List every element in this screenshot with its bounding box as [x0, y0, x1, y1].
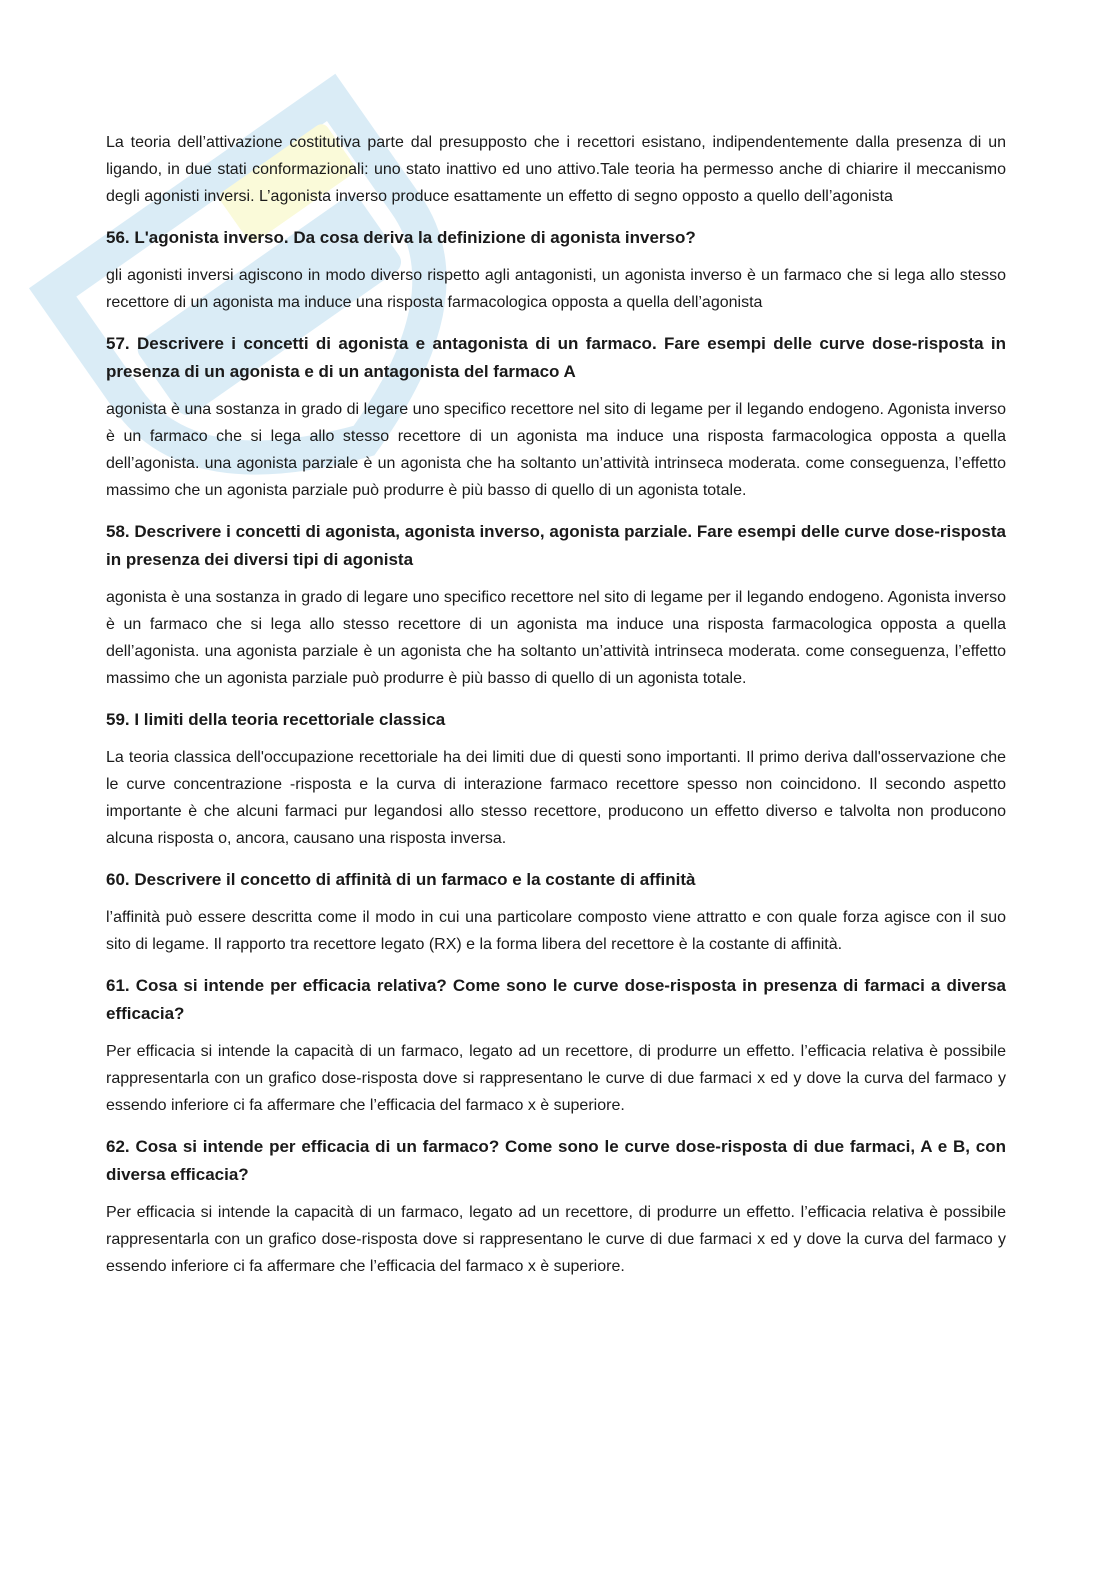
section-heading: 61. Cosa si intende per efficacia relativa? Come sono le curve dose-risposta in presenza di farmaci a diversa efficacia? — [106, 976, 1006, 1023]
section-heading: 58. Descrivere i concetti di agonista, agonista inverso, agonista parziale. Fare esempi delle curve dose-risposta in presenza dei diversi tipi di agonista — [106, 522, 1006, 569]
section-heading: 57. Descrivere i concetti di agonista e antagonista di un farmaco. Fare esempi delle curve dose-risposta in presenza di un agonista e di un antagonista del farmaco A — [106, 334, 1006, 381]
body-paragraph: La teoria classica dell'occupazione recettoriale ha dei limiti due di questi sono importanti. Il primo deriva dall'osservazione che le curve concentrazione -risposta e la curva di interazione farmaco recettore spesso non coincidono. Il secondo aspetto importante è che alcuni farmaci pur legandosi allo stesso recettore, producono un effetto diverso e talvolta non producono alcuna risposta o, ancora, causano una risposta inversa. — [106, 749, 1006, 847]
body-paragraph: agonista è una sostanza in grado di legare uno specifico recettore nel sito di legame per il legando endogeno. Agonista inverso è un farmaco che si lega allo stesso recettore di un agonista ma induce una risposta farmacologica opposta a quella dell’agonista. una agonista parziale è un agonista che ha soltanto un’attività intrinseca moderata. come conseguenza, l’effetto massimo che un agonista parziale può produrre è più basso di quello di un agonista totale. — [106, 401, 1006, 499]
body-paragraph: agonista è una sostanza in grado di legare uno specifico recettore nel sito di legame per il legando endogeno. Agonista inverso è un farmaco che si lega allo stesso recettore di un agonista ma induce una risposta farmacologica opposta a quella dell’agonista. una agonista parziale è un agonista che ha soltanto un’attività intrinseca moderata. come conseguenza, l’effetto massimo che un agonista parziale può produrre è più basso di quello di un agonista totale. — [106, 589, 1006, 687]
body-paragraph: Per efficacia si intende la capacità di un farmaco, legato ad un recettore, di produrre un effetto. l’efficacia relativa è possibile rappresentarla con un grafico dose-risposta dove si rappresentano le curve di due farmaci x ed y dove la curva del farmaco y essendo inferiore ci fa affermare che l’efficacia del farmaco x è superiore. — [106, 1204, 1006, 1275]
body-paragraph: gli agonisti inversi agiscono in modo diverso rispetto agli antagonisti, un agonista inverso è un farmaco che si lega allo stesso recettore di un agonista ma induce una risposta farmacologica opposta a quella dell’agonista — [106, 267, 1006, 311]
section-heading: 60. Descrivere il concetto di affinità di un farmaco e la costante di affinità — [106, 870, 696, 889]
body-paragraph: La teoria dell’attivazione costitutiva parte dal presupposto che i recettori esistano, indipendentemente dalla presenza di un ligando, in due stati conformazionali: uno stato inattivo ed uno attivo.Tale teoria ha permesso anche di chiarire il meccanismo degli agonisti inversi. L’agonista inverso produce esattamente un effetto di segno opposto a quello dell’agonista — [106, 134, 1006, 205]
section-heading: 62. Cosa si intende per efficacia di un farmaco? Come sono le curve dose-risposta di due farmaci, A e B, con diversa efficacia? — [106, 1137, 1006, 1184]
body-paragraph: l’affinità può essere descritta come il modo in cui una particolare composto viene attratto e con quale forza agisce con il suo sito di legame. Il rapporto tra recettore legato (RX) e la forma libera del recettore è la costante di affinità. — [106, 909, 1006, 953]
document-page — [106, 129, 1006, 1294]
section-heading: 59. I limiti della teoria recettoriale classica — [106, 710, 446, 729]
section-heading: 56. L'agonista inverso. Da cosa deriva la definizione di agonista inverso? — [106, 228, 696, 247]
body-paragraph: Per efficacia si intende la capacità di un farmaco, legato ad un recettore, di produrre un effetto. l’efficacia relativa è possibile rappresentarla con un grafico dose-risposta dove si rappresentano le curve di due farmaci x ed y dove la curva del farmaco y essendo inferiore ci fa affermare che l’efficacia del farmaco x è superiore. — [106, 1043, 1006, 1114]
